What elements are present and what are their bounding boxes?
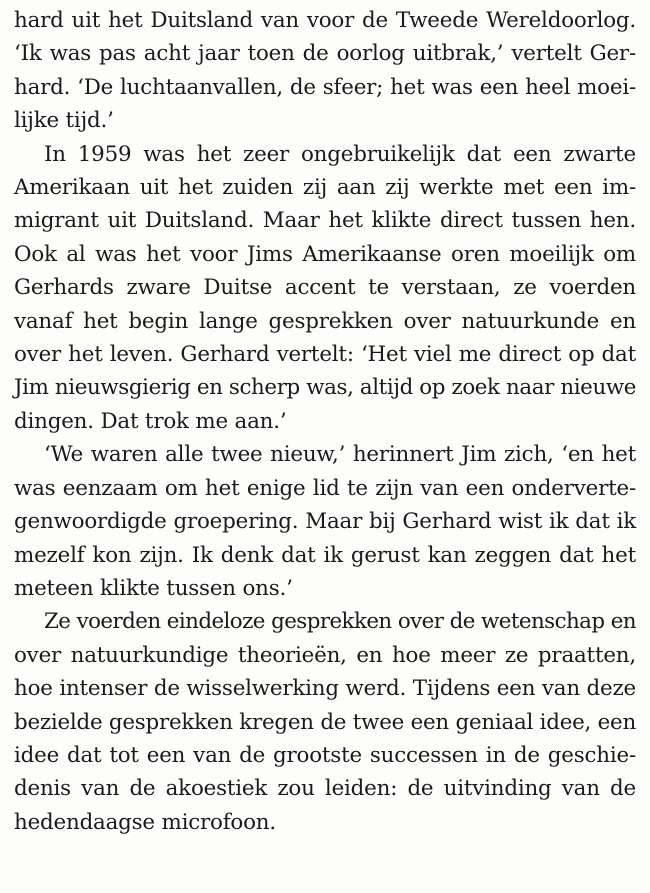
text-line: was eenzaam om het enige lid te zijn van een onderverte- (14, 475, 636, 501)
text-line: genwoordigde groepering. Maar bij Gerhard wist ik dat ik (14, 509, 636, 535)
text-line: hard. ‘De luchtaanvallen, de sfeer; het was een heel moei- (14, 74, 636, 100)
text-line: meteen klikte tussen ons.’ (14, 575, 293, 601)
text-line: vanaf het begin lange gesprekken over natuurkunde en (14, 308, 636, 334)
text-line: ‘Ik was pas acht jaar toen de oorlog uitbrak,’ vertelt Ger- (14, 41, 636, 67)
text-line: over het leven. Gerhard vertelt: ‘Het viel me direct op dat (14, 342, 636, 368)
text-line: Amerikaan uit het zuiden zij aan zij werkte met een im- (14, 175, 636, 201)
text-line: lijke tijd.’ (14, 108, 114, 134)
text-line: over natuurkundige theorieën, en hoe meer ze praatten, (14, 642, 636, 668)
text-line: ‘We waren alle twee nieuw,’ herinnert Jim zich, ‘en het (44, 442, 636, 468)
text-line: hedendaagse microfoon. (14, 809, 276, 835)
paragraph-3 (14, 438, 636, 605)
text-line: bezielde gesprekken kregen de twee een geniaal idee, een (14, 709, 636, 735)
text-line: hard uit het Duitsland van voor de Tweede Wereldoorlog. (14, 8, 636, 33)
text-line: migrant uit Duitsland. Maar het klikte direct tussen hen. (14, 208, 636, 234)
text-line: denis van de akoestiek zou leiden: de uitvinding van de (14, 776, 636, 802)
text-line: Jim nieuwsgierig en scherp was, altijd op zoek naar nieuwe (14, 375, 636, 401)
paragraph-2 (14, 138, 636, 439)
text-line: Gerhards zware Duitse accent te verstaan, ze voerden (14, 275, 636, 301)
text-line: dingen. Dat trok me aan.’ (14, 408, 287, 434)
text-line: Ook al was het voor Jims Amerikaanse oren moeilijk om (14, 241, 636, 267)
text-line: hoe intenser de wisselwerking werd. Tijdens een van deze (14, 676, 636, 702)
text-line: idee dat tot een van de grootste successen in de geschie- (14, 742, 636, 768)
text-line: mezelf kon zijn. Ik denk dat ik gerust kan zeggen dat het (14, 542, 636, 568)
paragraph-1 (14, 4, 636, 138)
text-line: In 1959 was het zeer ongebruikelijk dat een zwarte (44, 141, 636, 167)
body-text (14, 4, 636, 839)
text-line: Ze voerden eindeloze gesprekken over de wetenschap en (44, 609, 636, 635)
paragraph-4 (14, 605, 636, 839)
